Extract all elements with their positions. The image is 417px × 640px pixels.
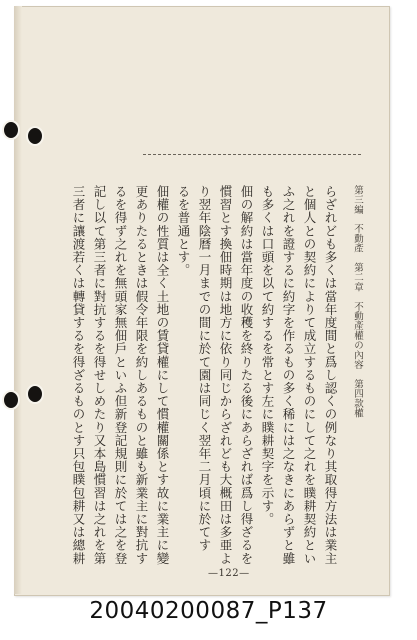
- binding-hole-top: [2, 120, 20, 140]
- vertical-text-body: [71, 185, 365, 565]
- text-column: 慣習とす換佃時期は地方に依り同じからざれども大概田は多亜よ: [218, 185, 233, 565]
- image-caption: 20040200087_P137: [89, 598, 328, 624]
- binding-hole-upper: [26, 126, 44, 146]
- text-column: り翌年陰曆一月までの間に於て園は同じく翌年二月頃に於てす: [197, 185, 212, 552]
- text-column: 三者に讓渡若くは轉貸するを得ざるものとす只包瞨包耕又は總耕: [71, 185, 86, 565]
- text-column: 更ありたるときは假令年限を約しあるものと雖も新業主に對抗す: [134, 185, 149, 565]
- page-fold-shadow: [14, 6, 22, 594]
- text-column: と個人との契約によりて成立するものにして之れを瞨耕契約とい: [302, 185, 317, 565]
- text-column: るを得ず之れを無頭家無佃戶といふ但新登記規則に於ては之を登: [113, 185, 128, 565]
- binding-hole-lower: [26, 384, 44, 404]
- text-column: 佃權の性質は全く土地の賃貸權にして慣權關係とす故に業主に變: [155, 185, 170, 565]
- text-column: 佃の解約は當年度の收穫を終りたる後にあらざれば爲し得ざるを: [239, 185, 254, 565]
- page-number: —122—: [208, 568, 250, 579]
- text-column: ふ之れを證するに約字を作るもの多く稀には之なきにあらずと雖: [281, 185, 296, 565]
- binding-hole-bottom: [2, 390, 20, 410]
- text-column: も多くは口頭を以て約するを常とす左に瞨耕契字を示す。: [260, 185, 275, 526]
- text-column: 記し以て第三者に對抗するを得せしめたり又本島慣習は之れを第: [92, 185, 107, 565]
- text-column: らざれども多くは當年度間と爲し認くの例なり其取得方法は業主: [323, 185, 338, 565]
- text-column: るを普通とす。: [176, 185, 191, 277]
- header-divider: [143, 154, 361, 155]
- running-header: 第三編 不動產 第二章 不動產權の內容 第四款權: [352, 185, 363, 418]
